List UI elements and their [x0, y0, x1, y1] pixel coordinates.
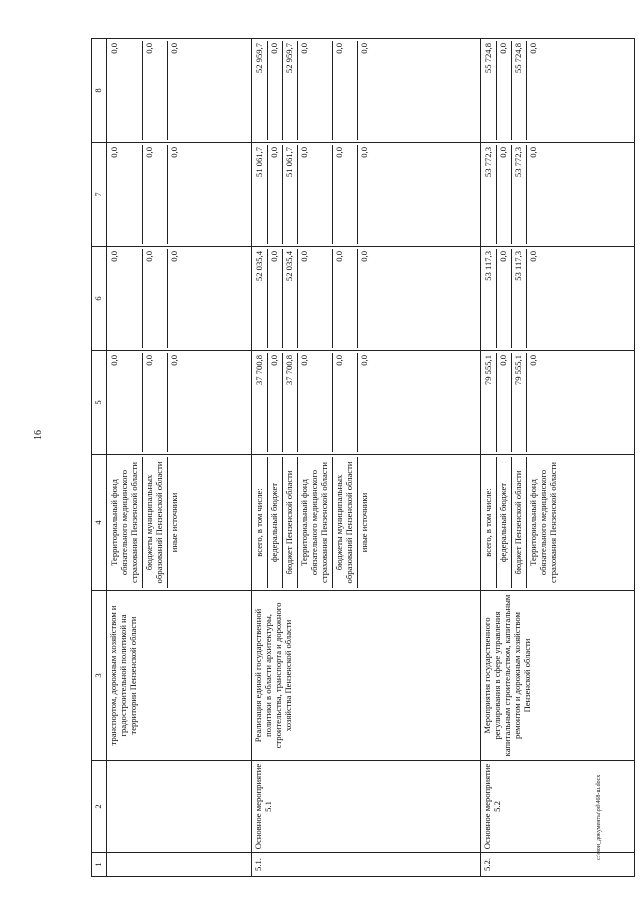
- measure-cell: Основное мероприятие 5.2: [480, 761, 634, 853]
- row-number-cell: 5.2.: [480, 853, 634, 877]
- amount-value: 0,0: [332, 249, 357, 348]
- amount-value: 0,0: [108, 353, 143, 452]
- funding-source-label: бюджет Пензенской области: [511, 457, 526, 588]
- header-cell: 7: [92, 143, 107, 247]
- funding-source-column: [480, 455, 634, 591]
- funding-source-column: [251, 455, 480, 591]
- amount-value: 0,0: [267, 249, 282, 348]
- amount-column: [251, 39, 480, 143]
- funding-source-label: бюджеты муниципальных образований Пензенской области: [332, 457, 357, 588]
- amount-value: 0,0: [332, 41, 357, 140]
- amount-value: 0,0: [169, 147, 179, 158]
- header-cell: 3: [92, 591, 107, 761]
- header-cell: 5: [92, 351, 107, 455]
- table-row: [480, 39, 634, 877]
- amount-column: [480, 39, 634, 143]
- amount-value: 53 117,3: [511, 249, 526, 348]
- amount-value: 0,0: [527, 251, 538, 262]
- funding-source-label: иные источники: [358, 492, 369, 553]
- amount-column: [107, 351, 252, 455]
- header-row: [92, 39, 107, 877]
- amount-column: [251, 247, 480, 351]
- budget-table-rotated: [91, 39, 635, 877]
- header-cell: 1: [92, 853, 107, 877]
- amount-column: [480, 247, 634, 351]
- funding-source-label: иные источники: [169, 492, 179, 553]
- funding-source-label: бюджеты муниципальных образований Пензенской области: [143, 457, 168, 588]
- amount-value: 0,0: [143, 249, 168, 348]
- amount-value: 0,0: [527, 147, 538, 158]
- amount-value: 0,0: [169, 251, 179, 262]
- amount-value: 0,0: [527, 355, 538, 366]
- measure-name-cell: транспортом, дорожным хозяйством и градостроительной политикой на территории Пензенской области: [107, 591, 252, 761]
- amount-value: 0,0: [297, 41, 332, 140]
- header-cell: 8: [92, 39, 107, 143]
- amount-value: 0,0: [358, 355, 369, 366]
- amount-value: 0,0: [496, 41, 511, 140]
- amount-value: 52 959,7: [253, 41, 268, 140]
- measure-cell: [107, 761, 252, 853]
- amount-value: 52 035,4: [253, 249, 268, 348]
- header-cell: 2: [92, 761, 107, 853]
- amount-value: 0,0: [496, 145, 511, 244]
- row-number-cell: [107, 853, 252, 877]
- measure-cell: Основное мероприятие 5.1: [251, 761, 480, 853]
- amount-value: 0,0: [332, 145, 357, 244]
- funding-source-label: Территориальный фонд обязательного медицинского страхования Пензенской области: [297, 457, 332, 588]
- amount-value: 55 724,8: [482, 41, 497, 140]
- amount-column: [251, 351, 480, 455]
- amount-value: 37 700,8: [253, 353, 268, 452]
- amount-value: 0,0: [358, 43, 369, 54]
- footer-file-path: c:\мои_документы\pd\468-ш.docx: [596, 774, 602, 860]
- amount-value: 0,0: [496, 353, 511, 452]
- funding-source-label: федеральный бюджет: [267, 457, 282, 588]
- table-row: [107, 39, 252, 877]
- amount-value: 51 061,7: [253, 145, 268, 244]
- amount-value: 0,0: [527, 43, 538, 54]
- amount-value: 0,0: [496, 249, 511, 348]
- amount-value: 0,0: [169, 43, 179, 54]
- amount-value: 0,0: [143, 41, 168, 140]
- amount-value: 53 117,3: [482, 249, 497, 348]
- amount-value: 0,0: [267, 145, 282, 244]
- header-cell: 6: [92, 247, 107, 351]
- amount-value: 52 959,7: [282, 41, 297, 140]
- amount-value: 0,0: [143, 145, 168, 244]
- funding-source-label: Территориальный фонд обязательного медицинского страхования Пензенской области: [108, 457, 143, 588]
- amount-value: 55 724,8: [511, 41, 526, 140]
- amount-value: 53 772,3: [482, 145, 497, 244]
- amount-column: [480, 143, 634, 247]
- funding-source-label: Территориальный фонд обязательного медицинского страхования Пензенской области: [527, 462, 558, 583]
- header-cell: 4: [92, 455, 107, 591]
- amount-value: 0,0: [267, 353, 282, 452]
- page-number: 16: [33, 430, 44, 440]
- budget-table: [91, 38, 635, 877]
- funding-source-label: всего, в том числе:: [482, 457, 497, 588]
- amount-value: 53 772,3: [511, 145, 526, 244]
- amount-column: [480, 351, 634, 455]
- amount-value: 0,0: [332, 353, 357, 452]
- amount-value: 79 555,1: [482, 353, 497, 452]
- measure-name-cell: Реализация единой государственной политики в области архитектуры, строительства, транспорта и дорожного хозяйства Пензенской области: [251, 591, 480, 761]
- funding-source-label: всего, в том числе:: [253, 457, 268, 588]
- amount-column: [107, 143, 252, 247]
- amount-value: 0,0: [358, 147, 369, 158]
- amount-value: 0,0: [169, 355, 179, 366]
- amount-value: 0,0: [108, 41, 143, 140]
- row-number-cell: 5.1.: [251, 853, 480, 877]
- amount-value: 0,0: [108, 249, 143, 348]
- funding-source-column: [107, 455, 252, 591]
- amount-value: 0,0: [358, 251, 369, 262]
- amount-column: [107, 247, 252, 351]
- table-row: [251, 39, 480, 877]
- amount-value: 0,0: [297, 145, 332, 244]
- amount-value: 79 555,1: [511, 353, 526, 452]
- amount-value: 37 700,8: [282, 353, 297, 452]
- amount-column: [251, 143, 480, 247]
- amount-column: [107, 39, 252, 143]
- measure-name-cell: Мероприятия государственного регулирования в сфере управления капитальным строительством, капитальным ремонтом и дорожным хозяйством Пензенской области: [480, 591, 634, 761]
- funding-source-label: федеральный бюджет: [496, 457, 511, 588]
- funding-source-label: бюджет Пензенской области: [282, 457, 297, 588]
- amount-value: 0,0: [108, 145, 143, 244]
- amount-value: 0,0: [297, 353, 332, 452]
- amount-value: 0,0: [297, 249, 332, 348]
- amount-value: 0,0: [143, 353, 168, 452]
- amount-value: 51 061,7: [282, 145, 297, 244]
- amount-value: 0,0: [267, 41, 282, 140]
- amount-value: 52 035,4: [282, 249, 297, 348]
